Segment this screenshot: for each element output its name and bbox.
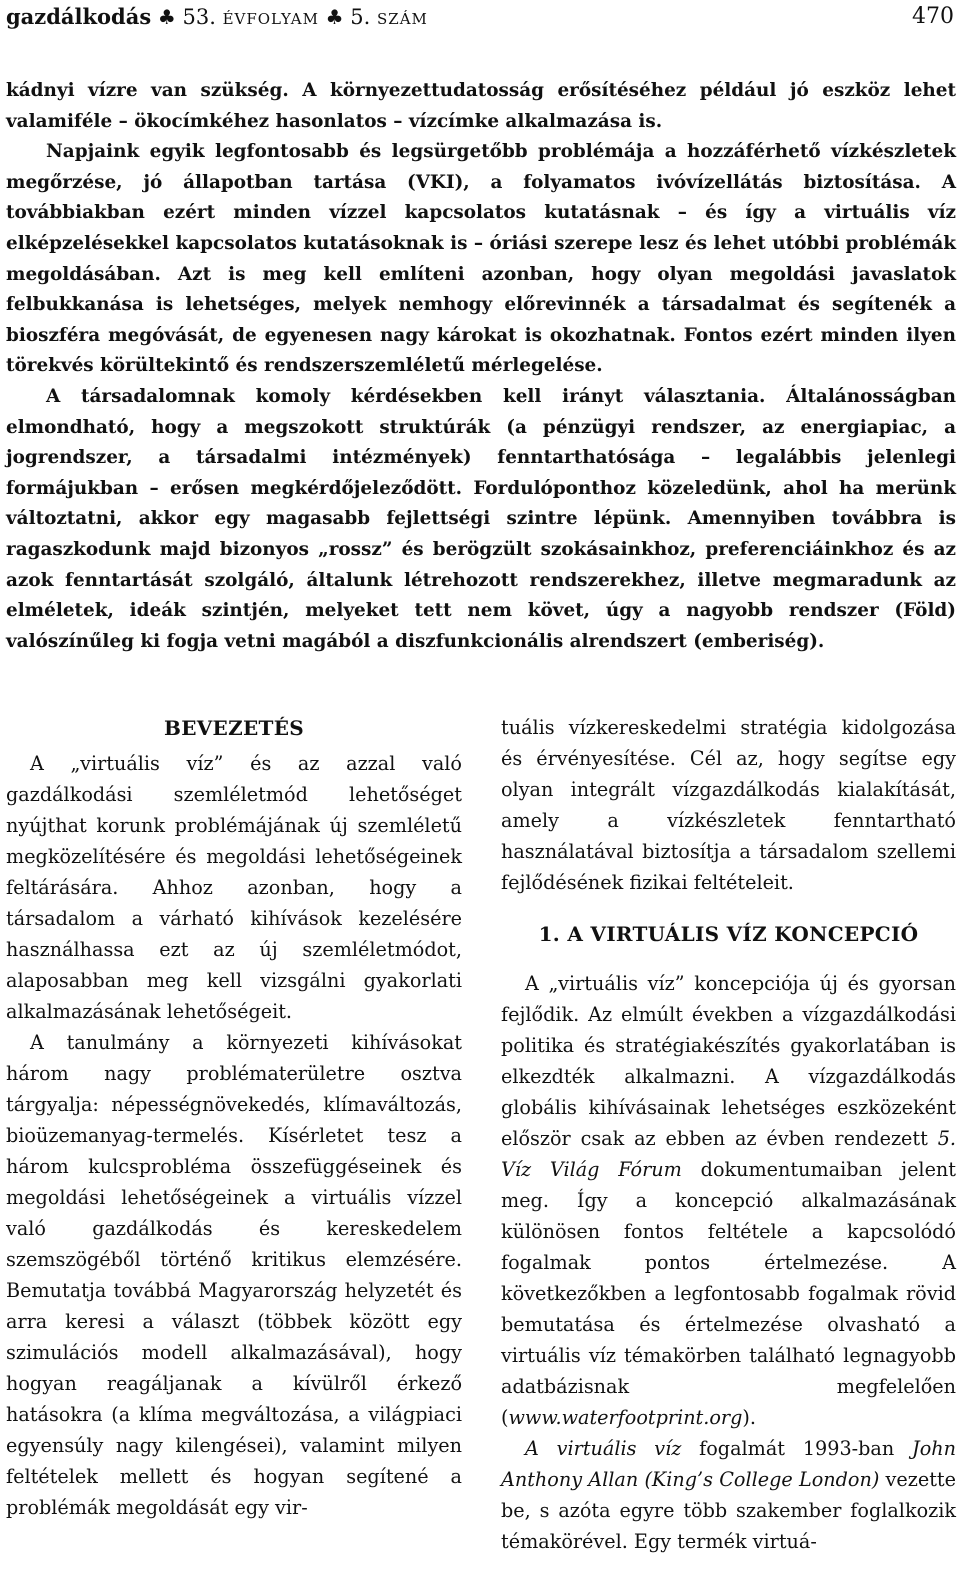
issue-number: 5. xyxy=(350,5,371,29)
club-icon: ♣ xyxy=(157,5,176,29)
website-link[interactable]: www.waterfootprint.org xyxy=(508,1406,743,1429)
right-column xyxy=(501,712,956,1557)
body-paragraph: A „virtuális víz” koncepciója új és gyorsan fejlődik. Az elmúlt években a vízgazdálkodási politika és stratégiakészítés gyakorlatában is elkezdték alkalmazni. A vízgazdálkodás globális kihívásainak lehetséges eszközeként először csak az ebben az évben rendezett 5. Víz Világ Fórum dokumentumaiban jelent meg. Így a koncepció alkalmazásának különösen fontos feltétele a kapcsolódó fogalmak pontos értelmezése. A következőkben a legfontosabb fogalmak rövid bemutatása és értelmezése olvasható a virtuális víz témakörben található legnagyobb adatbázisnak megfelelően (www.waterfootprint.org). xyxy=(501,972,956,1429)
body-paragraph: A virtuális víz fogalmát 1993-ban John Anthony Allan (King’s College London) vezette be, s azóta egyre több szakember foglalkozik témakörével. Egy termék virtuá- xyxy=(501,1437,956,1553)
section-heading-virtual-water-concept: 1. A VIRTUÁLIS VÍZ KONCEPCIÓ xyxy=(538,922,919,946)
left-column xyxy=(6,708,462,1523)
volume-number: 53. xyxy=(182,5,216,29)
club-icon: ♣ xyxy=(325,5,344,29)
term-virtual-water: A virtuális víz xyxy=(525,1437,682,1460)
author-name: John Anthony Allan (King’s College London) xyxy=(501,1437,956,1491)
section-heading-introduction: BEVEZETÉS xyxy=(163,716,305,740)
abstract xyxy=(6,76,956,657)
body-paragraph: A tanulmány a környezeti kihívásokat három nagy problématerületre osztva tárgyalja: népességnövekedés, klímaváltozás, bioüzemanyag-termelés. Kísérletet tesz a három kulcsprobléma összefüggéseinek és megoldási lehetőségeinek a virtuális vízzel való gazdálkodás és kereskedelem szemszögéből történő kritikus elemzésére. Bemutatja továbbá Magyarország helyzetét és arra keresi a választ (többek között egy szimulációs modell alkalmazásával), hogy hogyan reagáljanak a kívülről érkező hatásokra (a klíma megváltozása, a világpiaci egyensúly nagy kilengései), valamint milyen feltételek mellett és hogyan segítené a problémák megoldását egy vir- xyxy=(6,1031,462,1519)
page-number: 470 xyxy=(912,4,954,29)
running-header xyxy=(6,2,954,32)
volume-label: ÉVFOLYAM xyxy=(222,10,319,28)
body-paragraph: A „virtuális víz” és az azzal való gazdálkodási szemléletmód lehetőséget nyújthat korunk problémájának új szemléletű megközelítésére és megoldási lehetőségeinek feltárására. Ahhoz azonban, hogy a társadalom a várható kihívások kezelésére használhassa ezt az új szemléletmódot, alaposabban meg kell vizsgálni gyakorlati alkalmazásának lehetőségeit. xyxy=(6,752,462,1023)
body-paragraph: tuális vízkereskedelmi stratégia kidolgozása és érvényesítése. Cél az, hogy segítse egy olyan integrált vízgazdálkodás kialakítását, amely a vízkészletek fenntartható használatával biztosítja a társadalom szellemi fejlődésének fizikai feltételeit. xyxy=(501,716,956,894)
issue-label: SZÁM xyxy=(377,10,428,28)
journal-name: gazdálkodás xyxy=(6,4,152,29)
abstract-paragraph: Napjaink egyik legfontosabb és legsürgetőbb problémája a hozzáférhető vízkészletek megőrzése, jó állapotban tartása (VKI), a folyamatos ivóvízellátás biztosítása. A továbbiakban ezért minden vízzel kapcsolatos kutatásnak – és így a virtuális víz elképzelésekkel kapcsolatos kutatásoknak is – óriási szerepe lesz és lehet utóbbi problémák megoldásában. Azt is meg kell említeni azonban, hogy olyan megoldási javaslatok felbukkanása is lehetséges, melyek nemhogy előrevinnék a társadalmat és segítenék a bioszféra megóvását, de egyenesen nagy károkat is okozhatnak. Fontos ezért minden ilyen törekvés körültekintő és rendszerszemléletű mérlegelése. xyxy=(6,141,956,377)
abstract-paragraph: kádnyi vízre van szükség. A környezettudatosság erősítéséhez például jó eszköz lehet valamiféle – ökocímkéhez hasonlatos – vízcímke alkalmazása is. xyxy=(6,80,956,132)
abstract-paragraph: A társadalomnak komoly kérdésekben kell irányt választania. Általánosságban elmondható, hogy a megszokott struktúrák (a pénzügyi rendszer, az energiapiac, a jogrendszer, a társadalmi intézmények) fenntarthatósága – legalábbis jelenlegi formájukban – erősen megkérdőjeleződött. Fordulóponthoz közeledünk, ahol ha merünk változtatni, akkor egy magasabb fejlettségi szintre lépünk. Amennyiben továbbra is ragaszkodunk majd bizonyos „rossz” és berögzült szokásainkhoz, preferenciáinkhoz és az azok fenntartását szolgáló, általunk létrehozott rendszerekhez, illetve megmaradunk az elméletek, ideák szintjén, melyeket tett nem követ, úgy a nagyobb rendszer (Föld) valószínűleg ki fogja vetni magából a diszfunkcionális alrendszert (emberiség). xyxy=(6,385,956,652)
forum-name: 5. Víz Világ Fórum xyxy=(501,1127,956,1181)
